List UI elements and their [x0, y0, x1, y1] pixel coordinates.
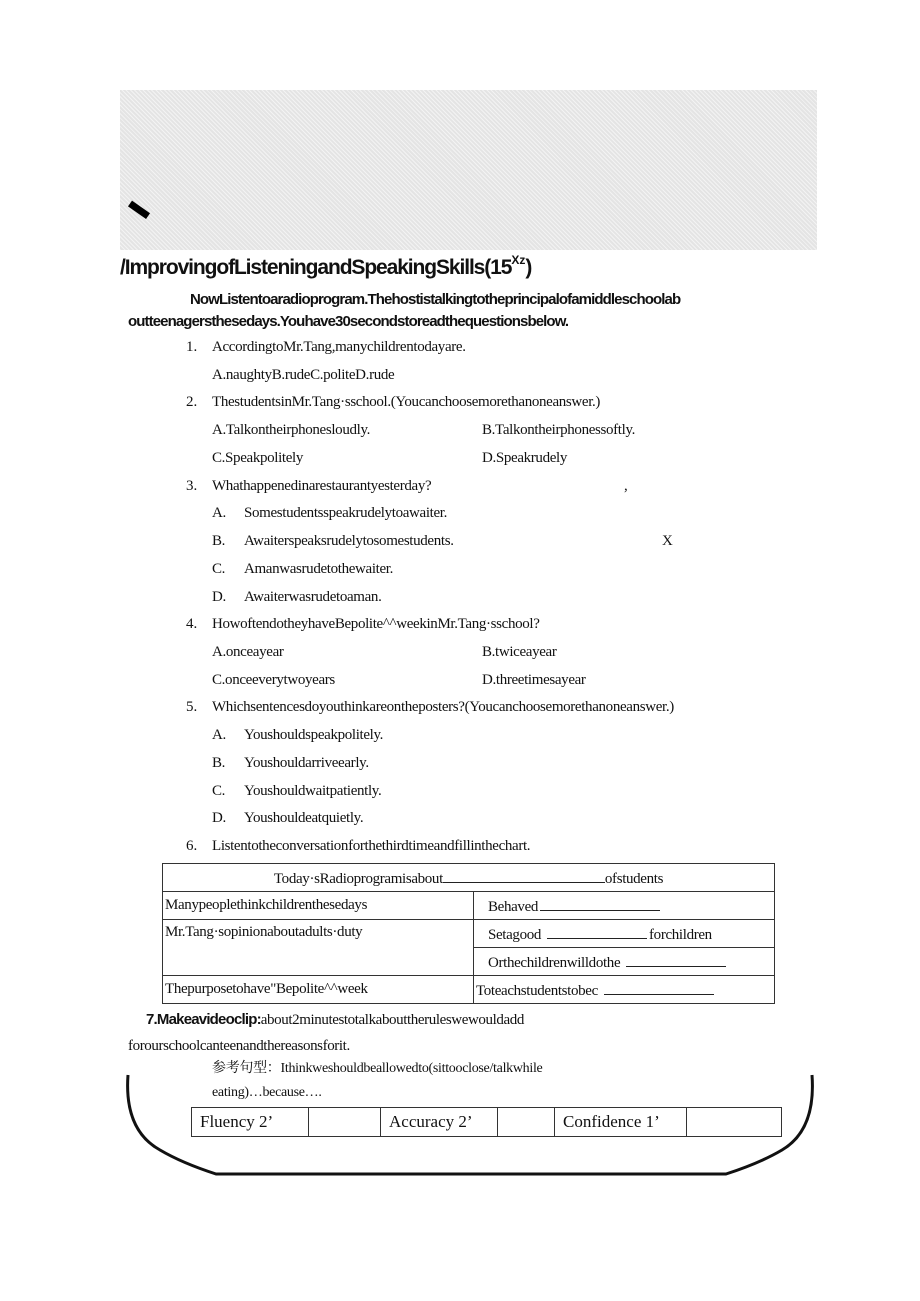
section-title: $/ImprovingofListeningandSpeakingSkills(15^{Xz})$ — [120, 253, 532, 279]
table-row — [163, 892, 775, 920]
chart-answer-cell: Behaved — [474, 892, 775, 920]
option-letter: C. — [212, 561, 226, 577]
option-d: D.threetimesayear — [482, 672, 586, 688]
question-number: 5. — [186, 699, 198, 715]
chart-label: Mr.Tang·sopinionaboutadults·duty — [163, 920, 474, 976]
question-text: Whichsentencesdoyouthinkareontheposters?(Youcanchoosemorethanoneanswer.) — [212, 699, 674, 715]
table-row — [192, 1108, 782, 1137]
option-b: Youshouldarriveearly. — [244, 755, 369, 771]
option-b: Awaiterspeaksrudelytosomestudents. — [244, 533, 454, 549]
option-a: Somestudentsspeakrudelytoawaiter. — [244, 505, 447, 521]
intro-paragraph: NowListentoaradioprogram.Thehostistalkingtotheprincipalofamiddleschoolab outteenagersthesedays.Youhave30secondstoreadthequestionsbelow. — [128, 291, 681, 330]
chart-label: Thepurposetohave"Bepolite^^week — [163, 976, 474, 1004]
table-row — [163, 920, 775, 948]
image-banner — [120, 90, 817, 250]
question-text: ThestudentsinMr.Tang·sschool.(Youcanchoosemorethanoneanswer.) — [212, 394, 601, 410]
answer-blank[interactable] — [540, 896, 660, 911]
score-box[interactable] — [687, 1108, 782, 1137]
option-c: Amanwasrudetothewaiter. — [244, 561, 393, 577]
question-number: 1. — [186, 339, 198, 355]
question-number: 3. — [186, 478, 198, 494]
task7-heading: 7.Makeavideoclip:about2minutestotalkabouttheruleswewouldadd — [146, 1011, 524, 1028]
option-letter: D. — [212, 810, 226, 826]
score-box[interactable] — [498, 1108, 555, 1137]
question-text: Listentotheconversationforthethirdtimeandfillinthechart. — [212, 838, 531, 854]
score-box[interactable] — [309, 1108, 381, 1137]
question-number: 6. — [186, 838, 198, 854]
option-c: Youshouldwaitpatiently. — [244, 783, 382, 799]
option-letter: A. — [212, 505, 226, 521]
score-label: Fluency 2’ — [192, 1108, 309, 1137]
option-c: C.Speakpolitely — [212, 450, 303, 466]
question-text: AccordingtoMr.Tang,manychildrentodayare. — [212, 339, 466, 355]
option-a: Youshouldspeakpolitely. — [244, 727, 384, 743]
option-b: B.twiceayear — [482, 644, 557, 660]
option-letter: B. — [212, 533, 226, 549]
table-row — [163, 864, 775, 892]
option-letter: C. — [212, 783, 226, 799]
answer-blank[interactable] — [443, 868, 605, 883]
option-b: B.Talkontheirphonessoftly. — [482, 422, 636, 438]
chart-answer-cell: Toteachstudentstobec — [474, 976, 775, 1004]
option-letter: D. — [212, 589, 226, 605]
table-row — [163, 976, 775, 1004]
task7-line2: forourschoolcanteenandthereasonsforit. — [128, 1038, 350, 1054]
score-label: Accuracy 2’ — [381, 1108, 498, 1137]
answer-blank[interactable] — [604, 980, 714, 995]
option-a: A.onceayear — [212, 644, 284, 660]
chart-label: Manypeoplethinkchildrenthesedays — [163, 892, 474, 920]
score-table — [191, 1107, 782, 1137]
chart-answer-cell: Orthechildrenwilldothe — [474, 948, 775, 976]
question-text: HowoftendotheyhaveBepolite^^weekinMr.Tang·sschool? — [212, 616, 540, 632]
score-label: Confidence 1’ — [555, 1108, 687, 1137]
option-a: A.Talkontheirphonesloudly. — [212, 422, 371, 438]
option-c: C.onceeverytwoyears — [212, 672, 335, 688]
fill-in-chart — [162, 863, 775, 1004]
option-d: D.Speakrudely — [482, 450, 568, 466]
question-text: Whathappenedinarestaurantyesterday? — [212, 478, 432, 494]
reference-pattern: 参考句型：Ithinkweshouldbeallowedto(sittooclose/talkwhile — [212, 1061, 543, 1076]
option-letter: A. — [212, 727, 226, 743]
stray-mark: , — [624, 478, 628, 494]
answer-blank[interactable] — [626, 952, 726, 967]
question-options: A.naughtyB.rudeC.politeD.rude — [212, 367, 395, 383]
reference-pattern-cont: eating)…because…. — [212, 1085, 322, 1100]
option-d: Youshouldeatquietly. — [244, 810, 364, 826]
chart-answer-cell: Setagood forchildren — [474, 920, 775, 948]
answer-blank[interactable] — [547, 924, 647, 939]
x-mark: X — [662, 533, 673, 549]
option-d: Awaiterwasrudetoaman. — [244, 589, 382, 605]
option-letter: B. — [212, 755, 226, 771]
chart-header: Today·sRadioprogramisabout ofstudents — [163, 864, 775, 892]
question-number: 2. — [186, 394, 198, 410]
question-number: 4. — [186, 616, 198, 632]
